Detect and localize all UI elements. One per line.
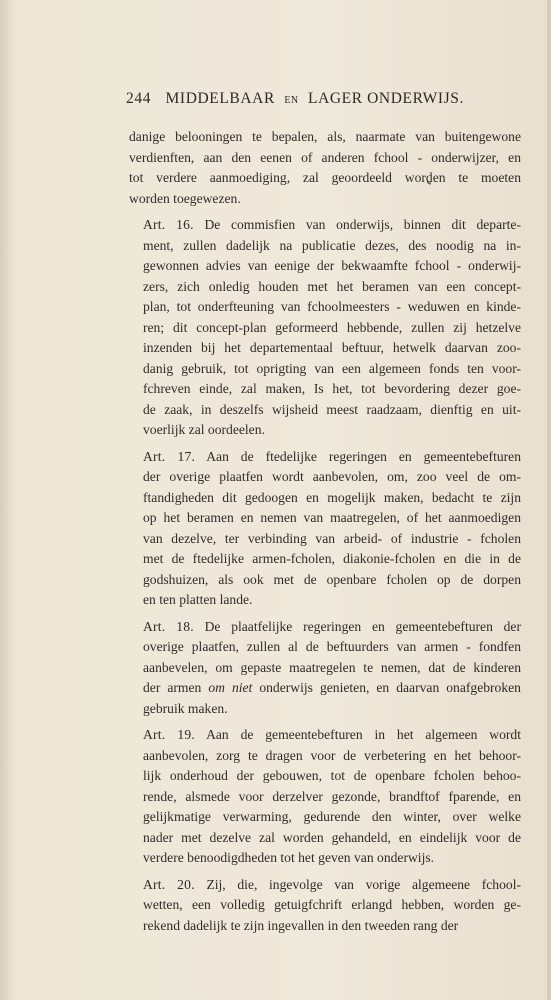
header-title-part2: LAGER ONDERWIJS. [308,90,464,107]
text-line: nader met dezelve zal worden gehandeld, en eindelijk voor de [143,829,521,845]
article-paragraph [129,447,521,611]
emphasized-text: om niet [208,680,253,695]
header-title-connector: EN [284,95,299,106]
text-line: danig gebruik, tot oprigting van een algemeen fonds ten voor- [143,360,521,376]
article-number: Art. 19. [143,727,195,742]
text-line: danige belooningen te bepalen, als, naarmate van buitengewone [129,129,521,144]
text-line: zers, zich onledig houden met het beramen van een concept- [143,278,521,294]
text-line: verdere benoodigdheden tot het geven van onderwijs. [143,850,435,865]
text-line: wetten, een volledig getuigfchrift erlangd hebben, worden ge- [143,897,521,912]
article-number: Art. 17. [143,448,196,464]
text-line: gewonnen advies van eenige der bekwaamfte fchool - onderwij- [143,258,521,273]
text-line: en ten platten lande. [143,592,253,607]
intro-paragraph [129,127,521,209]
text-line: op het beramen en nemen van maatregelen, of het aanmoedigen [143,510,521,525]
text-line: inzenden bij het departementaal beftuur, hetwelk daarvan zoo- [143,340,521,355]
text-line: gebruik maken. [143,700,228,716]
text-line: Art. 19. Aan de gemeentebefturen in het algemeen wordt [143,727,521,742]
text-line: aanbevolen, zorg te dragen voor de verbetering en het behoor- [143,747,521,763]
text-line: tot verdere aanmoediging, zal geoordeeld worden te moeten [129,170,521,185]
page-number: 244 [126,90,152,107]
article-number: Art. 18. [143,618,194,634]
text-line: Art. 16. De commisfien van onderwijs, binnen dit departe- [143,217,521,232]
text-line: der overige plaatfen wordt aanbevolen, om, zoo veel de om- [143,469,521,484]
text-line: fchreven einde, zal maken, Is het, tot bevordering dezer goe- [143,381,521,396]
article-paragraph [129,875,521,937]
article-paragraph [129,617,521,720]
header-title-part1: MIDDELBAAR [165,90,275,107]
text-line: met de ftedelijke armen-fcholen, diakonie-fcholen en die in de [143,551,521,566]
text-line: ment, zullen dadelijk na publicatie dezes, des noodig na in- [143,237,521,253]
text-line: gelijkmatige verwarming, gedurende den winter, over welke [143,809,521,824]
text-line: rende, alsmede voor derzelver gezonde, brandftof fparende, en [143,788,521,804]
text-line: Art. 17. Aan de ftedelijke regeringen en gemeentebefturen [143,448,521,464]
text-line: Art. 18. De plaatfelijke regeringen en gemeentebefturen der [143,618,521,634]
text-line: rekend dadelijk te zijn ingevallen in den tweeden rang der [143,917,459,933]
running-header [126,90,491,108]
article-paragraph [129,215,521,441]
text-line: voerlijk zal oordeelen. [143,422,265,437]
text-line: Art. 20. Zij, die, ingevolge van vorige algemeene fchool- [143,876,522,892]
text-line: aanbevelen, om gepaste maatregelen te nemen, dat de kinderen [143,659,521,675]
text-line: ren; dit concept-plan geformeerd hebbende, zullen zij hetzelve [143,319,521,335]
article-paragraph [129,725,521,869]
text-line: van dezelve, ter verbinding van arbeid- of industrie - fcholen [143,530,521,546]
text-line: der armen om niet onderwijs genieten, en daarvan onafgebroken [143,680,521,695]
text-line: godshuizen, als ook met de openbare fcholen op de dorpen [143,571,521,587]
text-line: overige plaatfen, zullen al de beftuurders van armen - fondfen [143,639,521,654]
text-line: ftandigheden dit gedoogen en mogelijk maken, bedacht te zijn [143,489,521,505]
article-number: Art. 16. [143,217,194,232]
text-line: verdienften, aan den eenen of anderen fchool - onderwijzer, en [129,149,521,165]
text-line: worden toegewezen. [129,190,241,206]
body-text [129,127,521,936]
text-line: plan, tot onderfteuning van fchoolmeesters - weduwen en kinde- [143,299,521,314]
text-line: lijk onderhoud der gebouwen, tot de openbare fcholen behoo- [143,768,521,783]
article-number: Art. 20. [143,876,195,892]
text-line: de zaak, in deszelfs wijsheid meest raadzaam, dienftig en uit- [143,401,521,417]
